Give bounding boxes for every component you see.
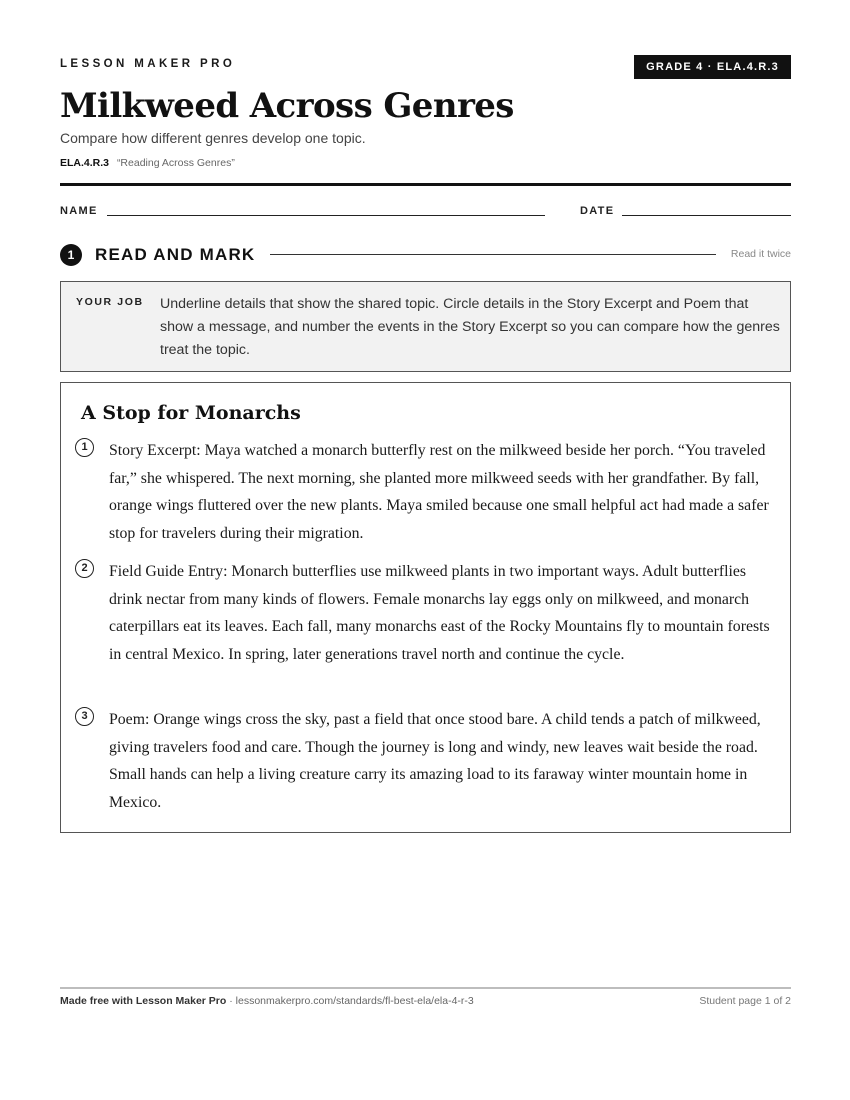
footer-made-with: Made free with Lesson Maker Pro xyxy=(60,995,227,1007)
section-title: READ AND MARK xyxy=(95,245,256,264)
instructions-box xyxy=(60,281,791,372)
name-field-line[interactable] xyxy=(107,215,545,216)
reading-title: A Stop for Monarchs xyxy=(81,402,301,424)
passage-number-badge: 3 xyxy=(75,707,94,726)
footer-credit xyxy=(60,995,474,1007)
standard-code: ELA.4.R.3 xyxy=(60,157,110,169)
instructions-label: YOUR JOB xyxy=(76,296,144,308)
header-divider xyxy=(60,183,791,186)
passage-text: Story Excerpt: Maya watched a monarch butterfly rest on the milkweed beside her porch. “You traveled far,” she whispered. The next morning, she planted more milkweed seeds with her grandfather. By fall, orange wings fluttered over the new plants. Maya smiled because one small helpful act had made a safer stop for travelers during their migration. xyxy=(109,442,769,542)
page-title: Milkweed Across Genres xyxy=(60,86,514,126)
footer-divider xyxy=(60,987,791,989)
footer-url[interactable]: lessonmakerpro.com/standards/fl-best-ela/ela-4-r-3 xyxy=(235,995,474,1007)
date-label: DATE xyxy=(580,205,615,217)
passage-number-badge: 2 xyxy=(75,559,94,578)
date-field-line[interactable] xyxy=(622,215,791,216)
name-label: NAME xyxy=(60,205,98,217)
page-subtitle: Compare how different genres develop one topic. xyxy=(60,130,366,146)
reading-box xyxy=(60,382,791,833)
section-number-badge: 1 xyxy=(60,244,82,266)
grade-badge: GRADE 4 · ELA.4.R.3 xyxy=(634,55,791,79)
footer-page-number: Student page 1 of 2 xyxy=(699,995,791,1007)
section-note: Read it twice xyxy=(730,248,791,260)
standard-name: “Reading Across Genres” xyxy=(116,157,235,169)
footer-separator: · xyxy=(226,995,236,1007)
passage-number-badge: 1 xyxy=(75,438,94,457)
worksheet-page xyxy=(60,0,791,1100)
passage-text: Poem: Orange wings cross the sky, past a field that once stood bare. A child tends a patch of milkweed, giving travelers food and care. Though the journey is long and windy, new leaves wait beside the road. Small hands can help a living creature carry its amazing load to its faraway winter mountain home in Mexico. xyxy=(109,711,761,811)
section-rule xyxy=(270,254,716,255)
passage-text: Field Guide Entry: Monarch butterflies use milkweed plants in two important ways. Adult butterflies drink nectar from many kinds of flowers. Female monarchs lay eggs only on milkweed, and monarch caterpillars eat its leaves. Each fall, many monarchs east of the Rocky Mountains fly to mountain forests in central Mexico. In spring, later generations travel north and continue the cycle. xyxy=(109,563,770,663)
instructions-text: Underline details that show the shared topic. Circle details in the Story Excerpt and Poem that show a message, and number the events in the Story Excerpt so you can compare how the genres treat the topic. xyxy=(160,296,780,358)
standard-line xyxy=(60,157,235,169)
brand-name: LESSON MAKER PRO xyxy=(60,58,236,70)
